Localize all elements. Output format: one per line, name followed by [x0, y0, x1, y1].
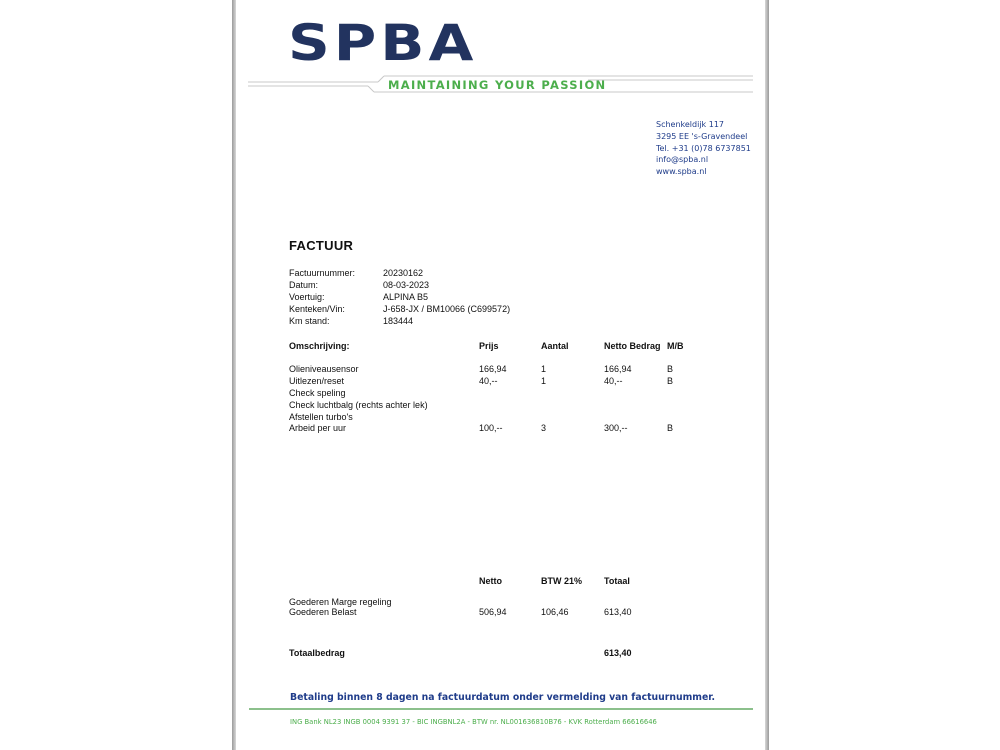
item-description: Arbeid per uur: [289, 423, 347, 433]
grand-total-label: Totaalbedrag: [289, 648, 345, 658]
company-logo: SPBA: [288, 13, 478, 73]
address-phone: Tel. +31 (0)78 6737851: [656, 143, 751, 153]
item-description: Olieniveausensor: [289, 364, 359, 374]
meta-value: 183444: [383, 316, 414, 326]
meta-row-date: [289, 279, 510, 291]
items-header-mb: M/B: [667, 341, 684, 351]
item-quantity: 1: [541, 364, 547, 374]
meta-value: ALPINA B5: [383, 292, 429, 302]
summary-net: 506,94: [479, 607, 507, 617]
company-tagline: MAINTAINING YOUR PASSION: [388, 78, 607, 92]
address-city: 3295 EE 's-Gravendeel: [656, 131, 748, 141]
items-header-price: Prijs: [479, 341, 499, 351]
item-quantity: 3: [541, 423, 547, 433]
item-net-amount: 166,94: [604, 364, 632, 374]
meta-value: J-658-JX / BM10066 (C699572): [383, 304, 511, 314]
payment-note: Betaling binnen 8 dagen na factuurdatum onder vermelding van factuurnummer.: [290, 692, 716, 703]
meta-label: Datum:: [289, 280, 319, 290]
meta-row-invoice-number: [289, 267, 510, 279]
meta-label: Km stand:: [289, 316, 330, 326]
invoice-meta: [289, 267, 510, 327]
summary-vat: 106,46: [541, 607, 569, 617]
page-edge-left: [232, 0, 236, 750]
invoice-title: FACTUUR: [289, 238, 354, 253]
item-price: 100,--: [479, 423, 503, 433]
item-description: Afstellen turbo's: [289, 412, 353, 422]
meta-value: 08-03-2023: [383, 280, 430, 290]
bank-details-footer: ING Bank NL23 INGB 0004 9391 37 - BIC INGBNL2A - BTW nr. NL001636810B76 - KVK Rotterdam 66616646: [290, 718, 657, 726]
item-quantity: 1: [541, 376, 547, 386]
address-website: www.spba.nl: [656, 167, 707, 177]
page-edge-right: [765, 0, 769, 750]
item-mb: B: [667, 364, 674, 374]
item-mb: B: [667, 423, 674, 433]
summary-header-total: Totaal: [604, 576, 630, 586]
meta-row-mileage: [289, 315, 510, 327]
item-description: Check speling: [289, 388, 346, 398]
summary-label: Goederen Belast: [289, 607, 357, 617]
summary-header-vat: BTW 21%: [541, 576, 583, 586]
meta-row-plate-vin: [289, 303, 510, 315]
items-header-description: Omschrijving:: [289, 341, 350, 351]
item-net-amount: 300,--: [604, 423, 628, 433]
address-street: Schenkeldijk 117: [656, 120, 724, 129]
item-net-amount: 40,--: [604, 376, 623, 386]
items-header-quantity: Aantal: [541, 341, 569, 351]
item-mb: B: [667, 376, 674, 386]
item-price: 40,--: [479, 376, 498, 386]
meta-label: Factuurnummer:: [289, 268, 356, 278]
meta-row-vehicle: [289, 291, 510, 303]
summary-total: 613,40: [604, 607, 632, 617]
summary-label: Goederen Marge regeling: [289, 597, 392, 607]
item-description: Check luchtbalg (rechts achter lek): [289, 400, 428, 410]
summary-header-net: Netto: [479, 576, 502, 586]
items-header-net-amount: Netto Bedrag: [604, 341, 661, 351]
grand-total-value: 613,40: [604, 648, 632, 658]
address-email: info@spba.nl: [656, 155, 709, 165]
meta-label: Kenteken/Vin:: [289, 304, 345, 314]
company-address: [656, 119, 751, 178]
item-description: Uitlezen/reset: [289, 376, 345, 386]
footer-divider: [249, 708, 753, 710]
meta-value: 20230162: [383, 268, 424, 278]
meta-label: Voertuig:: [289, 292, 325, 302]
item-price: 166,94: [479, 364, 507, 374]
